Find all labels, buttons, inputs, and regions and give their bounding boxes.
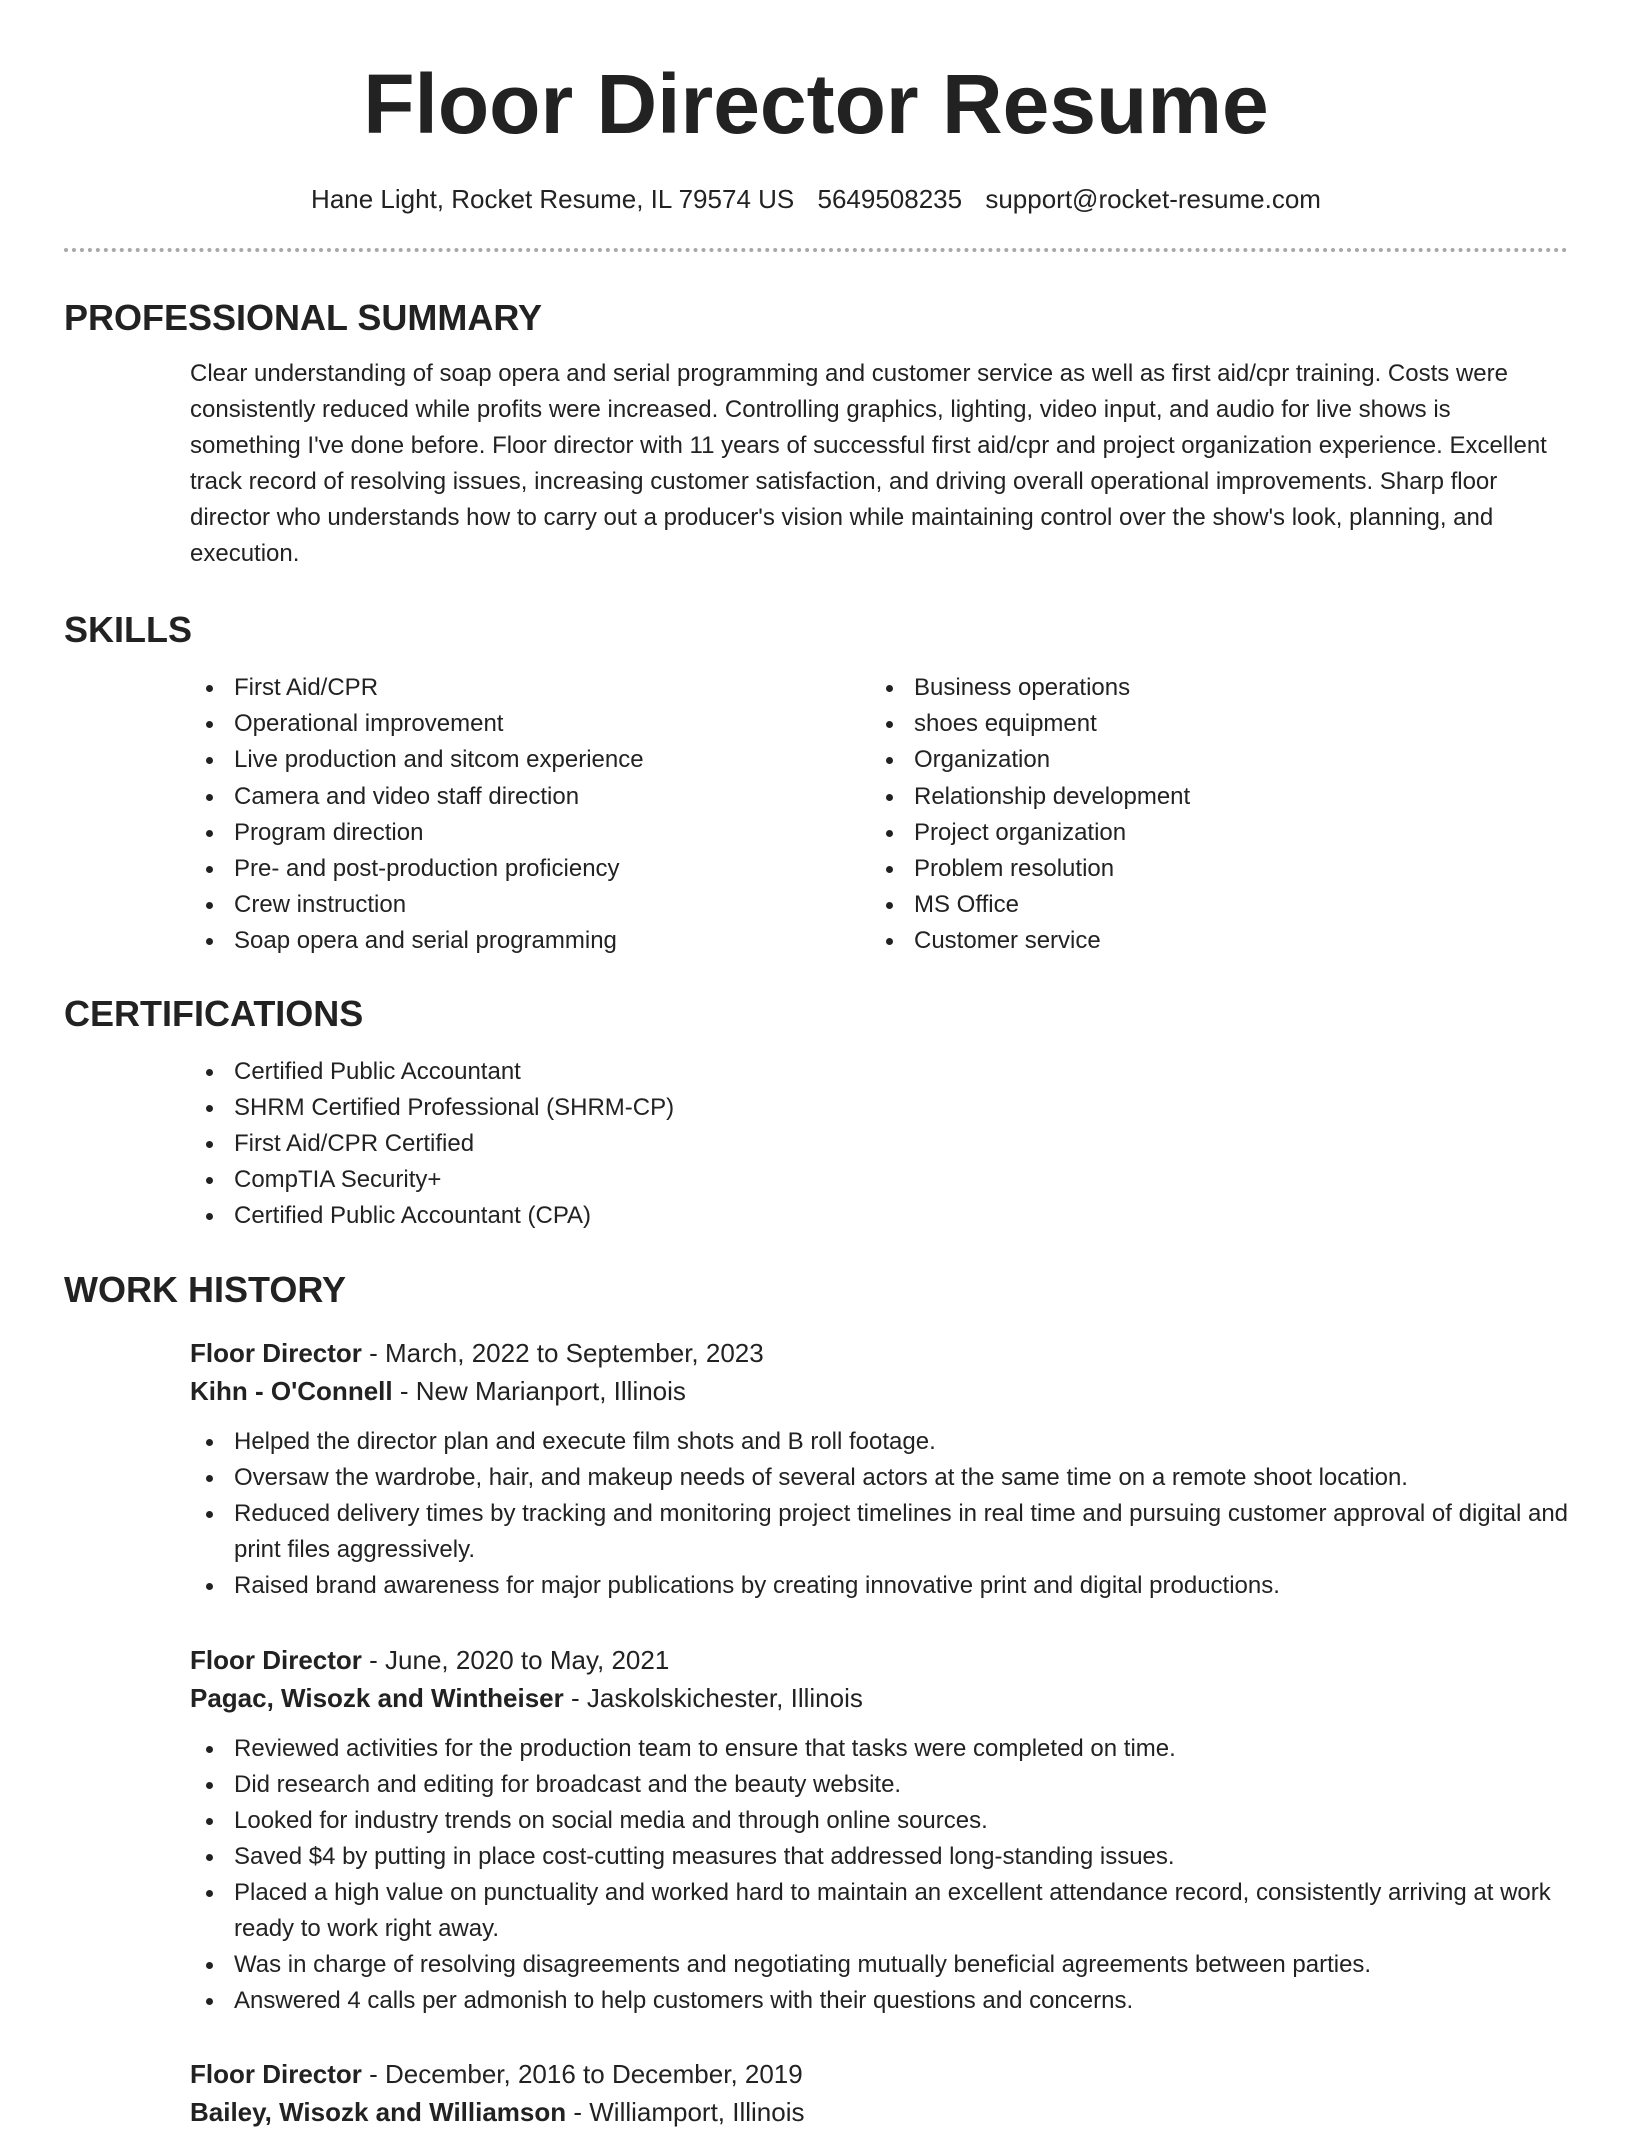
list-item: Project organization [870, 815, 1550, 851]
contact-address: Hane Light, Rocket Resume, IL 79574 US [311, 184, 795, 214]
list-item: Soap opera and serial programming [190, 923, 870, 959]
list-item: Business operations [870, 670, 1550, 706]
contact-email: support@rocket-resume.com [985, 184, 1321, 214]
list-item: Live production and sitcom experience [190, 742, 870, 778]
work-history-heading: WORK HISTORY [64, 1269, 347, 1310]
resume-page [64, 0, 1569, 2127]
job-company: Pagac, Wisozk and Wintheiser [190, 1683, 564, 1713]
job-duties-list [190, 1731, 1568, 2019]
list-item: Did research and editing for broadcast and the beauty website. [190, 1767, 1568, 1803]
list-item: Looked for industry trends on social media and through online sources. [190, 1803, 1568, 1839]
list-item: Camera and video staff direction [190, 779, 870, 815]
job-duties-list [190, 1424, 1568, 1604]
skills-section [64, 610, 1568, 960]
list-item: Organization [870, 742, 1550, 778]
job-entry [64, 1334, 1568, 1604]
job-location: - New Marianport, Illinois [392, 1376, 686, 1406]
job-dates: - June, 2020 to May, 2021 [361, 1645, 670, 1675]
contact-phone: 5649508235 [817, 184, 963, 214]
skills-right-list [870, 670, 1550, 960]
list-item: Oversaw the wardrobe, hair, and makeup needs of several actors at the same time on a remote shoot location. [190, 1460, 1568, 1496]
certifications-list [190, 1054, 1568, 1234]
summary-heading: PROFESSIONAL SUMMARY [64, 297, 543, 338]
work-history-section [64, 1270, 1568, 1310]
list-item: Reviewed activities for the production team to ensure that tasks were completed on time. [190, 1731, 1568, 1767]
list-item: MS Office [870, 887, 1550, 923]
skills-columns [190, 670, 1568, 960]
summary-text: Clear understanding of soap opera and serial programming and customer service as well as first aid/cpr training. Costs were consistently reduced while profits were increased. Controlling graphics, lighting, video input, and audio for live shows is something I've done before. Floor director with 11 years of successful first aid/cpr and project organization experience. Excellent track record of resolving issues, increasing customer satisfaction, and driving overall operational improvements. Sharp floor director who understands how to carry out a producer's vision while maintaining control over the show's look, planning, and execution. [190, 360, 1547, 567]
list-item: Problem resolution [870, 851, 1550, 887]
job-title-line [190, 1334, 1568, 1372]
job-company-line [190, 1679, 1568, 1717]
job-entry [64, 1641, 1568, 2019]
list-item: shoes equipment [870, 706, 1550, 742]
job-title-line [190, 1641, 1568, 1679]
job-location: - Jaskolskichester, Illinois [563, 1683, 863, 1713]
list-item: Answered 4 calls per admonish to help customers with their questions and concerns. [190, 1983, 1568, 2019]
list-item: Relationship development [870, 779, 1550, 815]
list-item: Reduced delivery times by tracking and monitoring project timelines in real time and pursuing customer approval of digital and print files aggressively. [190, 1496, 1568, 1568]
summary-section [64, 298, 1568, 572]
list-item: First Aid/CPR Certified [190, 1126, 1568, 1162]
job-dates: - March, 2022 to September, 2023 [361, 1338, 764, 1368]
resume-title: Floor Director Resume [363, 57, 1269, 151]
list-item: Raised brand awareness for major publications by creating innovative print and digital productions. [190, 1568, 1568, 1604]
job-title: Floor Director [190, 2059, 362, 2089]
job-company: Bailey, Wisozk and Williamson [190, 2097, 567, 2127]
job-title-line [190, 2055, 1568, 2093]
list-item: CompTIA Security+ [190, 1162, 1568, 1198]
list-item: Helped the director plan and execute film shots and B roll footage. [190, 1424, 1568, 1460]
list-item: First Aid/CPR [190, 670, 870, 706]
job-entry [64, 2055, 1568, 2131]
list-item: Pre- and post-production proficiency [190, 851, 870, 887]
list-item: Certified Public Accountant (CPA) [190, 1198, 1568, 1234]
list-item: Customer service [870, 923, 1550, 959]
list-item: Was in charge of resolving disagreements and negotiating mutually beneficial agreements between parties. [190, 1947, 1568, 1983]
list-item: Crew instruction [190, 887, 870, 923]
list-item: SHRM Certified Professional (SHRM-CP) [190, 1090, 1568, 1126]
job-title: Floor Director [190, 1645, 362, 1675]
list-item: Program direction [190, 815, 870, 851]
job-title: Floor Director [190, 1338, 362, 1368]
list-item: Certified Public Accountant [190, 1054, 1568, 1090]
skills-heading: SKILLS [64, 609, 193, 650]
job-dates: - December, 2016 to December, 2019 [361, 2059, 803, 2089]
list-item: Operational improvement [190, 706, 870, 742]
job-company-line [190, 1372, 1568, 1410]
skills-left-list [190, 670, 870, 960]
certifications-heading: CERTIFICATIONS [64, 993, 364, 1034]
job-company: Kihn - O'Connell [190, 1376, 393, 1406]
list-item: Placed a high value on punctuality and worked hard to maintain an excellent attendance record, consistently arriving at work ready to work right away. [190, 1875, 1568, 1947]
job-location: - Williamport, Illinois [566, 2097, 805, 2127]
header-divider [64, 248, 1568, 252]
job-company-line [190, 2093, 1568, 2131]
contact-line [64, 184, 1568, 214]
list-item: Saved $4 by putting in place cost-cutting measures that addressed long-standing issues. [190, 1839, 1568, 1875]
certifications-section [64, 994, 1568, 1234]
